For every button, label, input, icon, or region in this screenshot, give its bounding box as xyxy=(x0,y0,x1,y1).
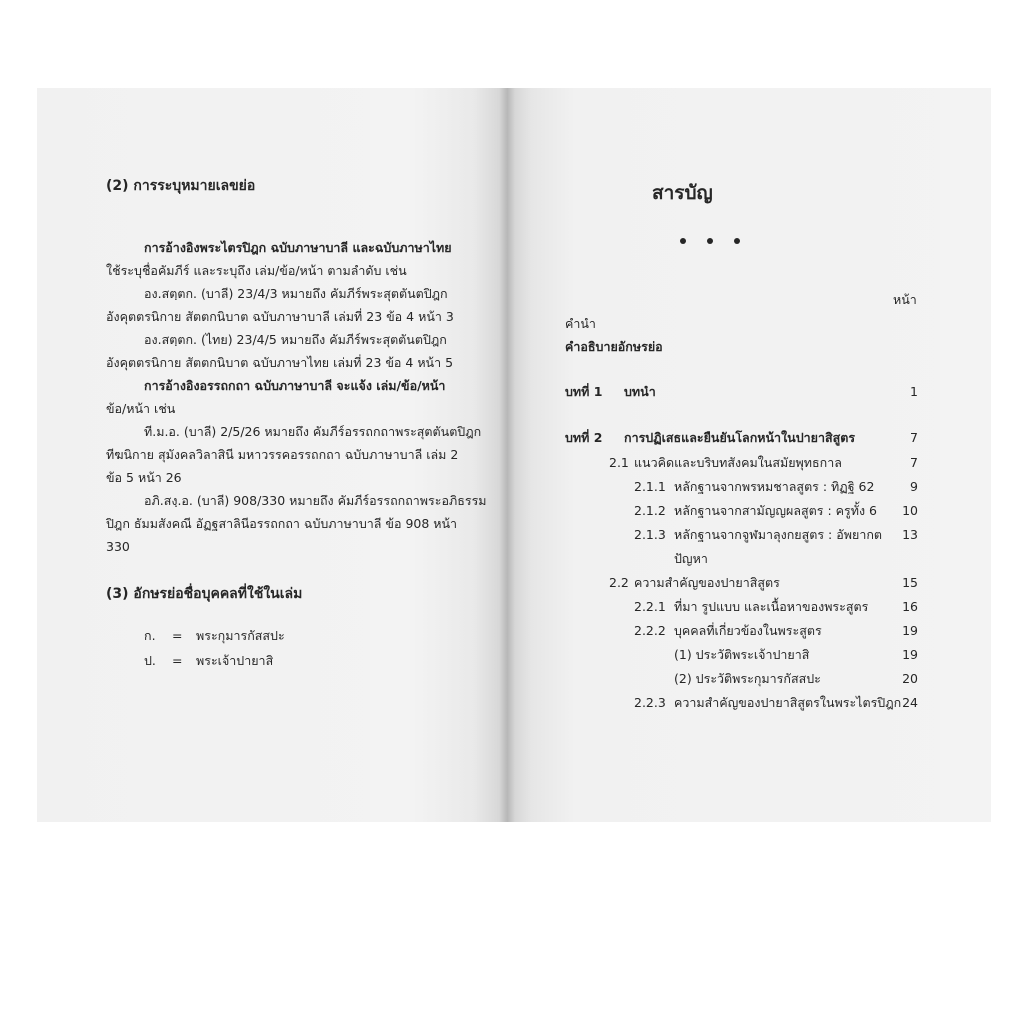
abbr-meaning: พระเจ้าปายาสิ xyxy=(196,653,274,668)
para2-line1: การอ้างอิงอรรถกถา ฉบับภาษาบาลี จะแจ้ง เล่ม/ข้อ/หน้า xyxy=(144,378,446,393)
entry-page: 16 xyxy=(902,599,918,614)
toc-abbreviations: คำอธิบายอักษรย่อ xyxy=(565,339,663,354)
entry-title: หลักฐานจากสามัญญผลสูตร : ครูทั้ง 6 xyxy=(674,503,877,518)
entry-number: 2.1.2 xyxy=(634,503,666,518)
example4-line1: อภิ.สงฺ.อ. (บาลี) 908/330 หมายถึง คัมภีร์อรรถกถาพระอภิธรรม xyxy=(144,493,487,508)
entry-number: 2.2.3 xyxy=(634,695,666,710)
entry-title: หลักฐานจากพรหมชาลสูตร : ทิฏฐิ 62 xyxy=(674,479,875,494)
abbr-equals: = xyxy=(172,653,183,668)
example3-line1: ที.ม.อ. (บาลี) 2/5/26 หมายถึง คัมภีร์อรรถกถาพระสุตตันตปิฎก xyxy=(144,424,482,439)
abbr-meaning: พระกุมารกัสสปะ xyxy=(196,628,285,643)
entry-page: 19 xyxy=(902,623,918,638)
example3-line2: ทีฆนิกาย สุมังคลวิลาสินี มหาวรรคอรรถกถา ฉบับภาษาบาลี เล่ม 2 xyxy=(106,447,459,462)
chapter-page: 7 xyxy=(910,430,918,445)
entry-title: ความสำคัญของปายาสิสูตรในพระไตรปิฎก xyxy=(674,695,902,710)
entry-page: 13 xyxy=(902,527,918,542)
entry-title: ความสำคัญของปายาสิสูตร xyxy=(634,575,780,590)
entry-title: (2) ประวัติพระกุมารกัสสปะ xyxy=(674,671,821,686)
entry-page: 19 xyxy=(902,647,918,662)
example4-line3: 330 xyxy=(106,539,130,554)
chapter-number: บทที่ 1 xyxy=(565,384,603,399)
entry-number: 2.1.1 xyxy=(634,479,666,494)
entry-page: 15 xyxy=(902,575,918,590)
para2-line2: ข้อ/หน้า เช่น xyxy=(106,401,176,416)
entry-title: หลักฐานจากจูฬมาลุงกยสูตร : อัพยากต xyxy=(674,527,883,542)
entry-page: 10 xyxy=(902,503,918,518)
para1-line1: การอ้างอิงพระไตรปิฎก ฉบับภาษาบาลี และฉบับภาษาไทย xyxy=(144,240,452,255)
example3-line3: ข้อ 5 หน้า 26 xyxy=(106,470,182,485)
entry-number: 2.1 xyxy=(609,455,629,470)
entry-page: 7 xyxy=(910,455,918,470)
example2-line2: อังคุตตรนิกาย สัตตกนิบาต ฉบับภาษาไทย เล่มที่ 23 ข้อ 4 หน้า 5 xyxy=(106,355,454,370)
entry-title: บุคคลที่เกี่ยวข้องในพระสูตร xyxy=(674,623,822,638)
example4-line2: ปิฎก ธัมมสังคณี อัฏฐสาลินีอรรถกถา ฉบับภาษาบาลี ข้อ 908 หน้า xyxy=(106,516,458,531)
entry-number: 2.2.2 xyxy=(634,623,666,638)
example2-line1: อง.สตฺตก. (ไทย) 23/4/5 หมายถึง คัมภีร์พระสุตตันตปิฎก xyxy=(144,332,447,347)
entry-title: แนวคิดและบริบทสังคมในสมัยพุทธกาล xyxy=(634,455,842,470)
book-gutter xyxy=(499,88,515,822)
entry-page: 20 xyxy=(902,671,918,686)
example1-line1: อง.สตฺตก. (บาลี) 23/4/3 หมายถึง คัมภีร์พระสุตตันตปิฎก xyxy=(144,286,448,301)
entry-number: 2.2 xyxy=(609,575,629,590)
entry-page: 9 xyxy=(910,479,918,494)
toc-title: สารบัญ xyxy=(652,182,713,204)
abbr-equals: = xyxy=(172,628,183,643)
abbr: ป. xyxy=(144,653,156,668)
entry-number: 2.2.1 xyxy=(634,599,666,614)
entry-title-cont: ปัญหา xyxy=(674,551,708,566)
section-2-heading: (2) การระบุหมายเลขย่อ xyxy=(106,178,256,194)
page-column-label: หน้า xyxy=(893,292,917,307)
entry-page: 24 xyxy=(902,695,918,710)
chapter-title: บทนำ xyxy=(624,384,656,399)
entry-title: ที่มา รูปแบบ และเนื้อหาของพระสูตร xyxy=(674,599,869,614)
chapter-page: 1 xyxy=(910,384,918,399)
example1-line2: อังคุตตรนิกาย สัตตกนิบาต ฉบับภาษาบาลี เล่มที่ 23 ข้อ 4 หน้า 3 xyxy=(106,309,454,324)
toc-preface: คำนำ xyxy=(565,316,596,331)
chapter-title: การปฏิเสธและยืนยันโลกหน้าในปายาสิสูตร xyxy=(624,430,856,445)
entry-title: (1) ประวัติพระเจ้าปายาสิ xyxy=(674,647,810,662)
chapter-number: บทที่ 2 xyxy=(565,430,603,445)
section-3-heading: (3) อักษรย่อชื่อบุคคลที่ใช้ในเล่ม xyxy=(106,586,303,602)
abbr: ก. xyxy=(144,628,156,643)
entry-number: 2.1.3 xyxy=(634,527,666,542)
para1-line2: ใช้ระบุชื่อคัมภีร์ และระบุถึง เล่ม/ข้อ/หน้า ตามลำดับ เช่น xyxy=(106,263,407,278)
